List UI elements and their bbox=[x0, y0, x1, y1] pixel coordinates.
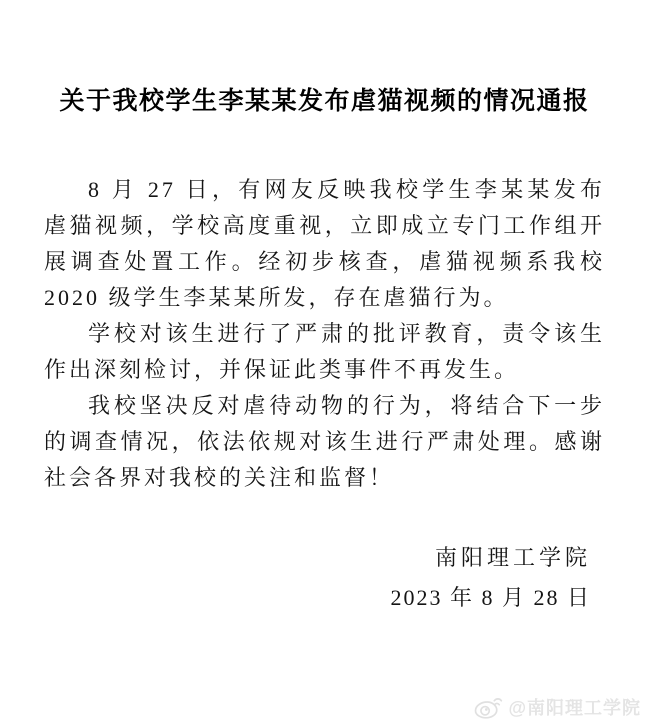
weibo-icon bbox=[473, 694, 503, 720]
weibo-watermark bbox=[473, 694, 641, 720]
signature-name: 南阳理工学院 bbox=[434, 545, 591, 570]
watermark-text: @南阳理工学院 bbox=[508, 698, 641, 718]
signature-date: 2023 年 8 月 28 日 bbox=[390, 585, 591, 610]
signature-block bbox=[0, 540, 649, 616]
document-title: 关于我校学生李某某发布虐猫视频的情况通报 bbox=[59, 87, 590, 115]
paragraph-1: 8 月 27 日，有网友反映我校学生李某某发布虐猫视频，学校高度重视，立即成立专门工作组开展调查处置工作。经初步核查，虐猫视频系我校 2020 级学生李某某所发，存在虐猫行为。 bbox=[44, 177, 605, 310]
document-body bbox=[44, 172, 605, 496]
paragraph-2: 学校对该生进行了严肃的批评教育，责令该生作出深刻检讨，并保证此类事件不再发生。 bbox=[44, 321, 605, 382]
paragraph-3: 我校坚决反对虐待动物的行为，将结合下一步的调查情况，依法依规对该生进行严肃处理。感谢社会各界对我校的关注和监督！ bbox=[44, 393, 605, 490]
